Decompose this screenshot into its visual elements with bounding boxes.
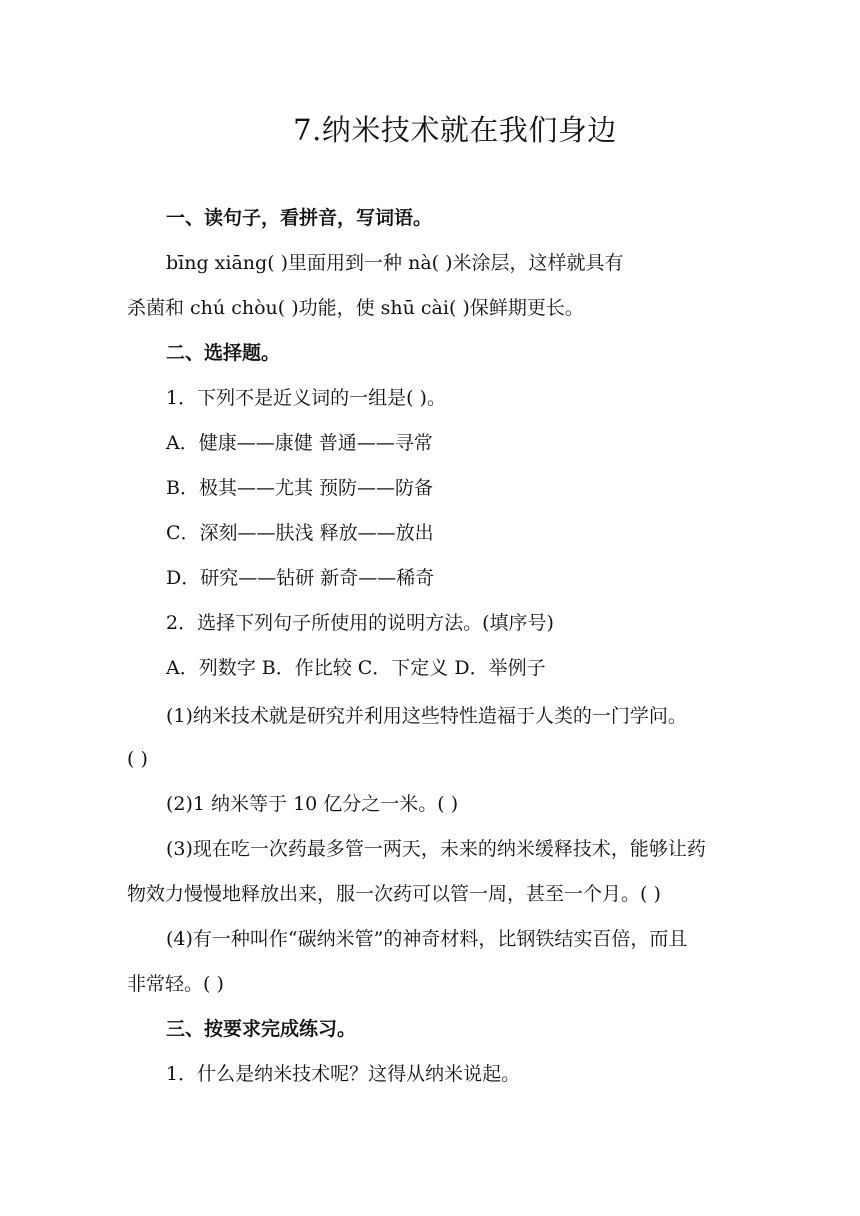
page-title: 7.纳米技术就在我们身边 [293,113,617,147]
question-2-choices: A．列数字 B．作比较 C．下定义 D．举例子 [166,657,546,679]
section-1-sentence-line-2: 杀菌和 chú chòu( )功能，使 shū cài( )保鲜期更长。 [127,297,584,319]
option-a: A．健康——康健 普通——寻常 [166,432,433,454]
option-d: D．研究——钻研 新奇——稀奇 [166,567,435,589]
section-3-question-1: 1．什么是纳米技术呢？这得从纳米说起。 [166,1063,521,1085]
item-1-line-2: ( ) [127,748,148,770]
item-4-line-2: 非常轻。( ) [127,973,224,995]
item-4-line-1: (4)有一种叫作“碳纳米管”的神奇材料，比钢铁结实百倍，而且 [166,928,688,950]
section-1-sentence-line-1: bīng xiāng( )里面用到一种 nà( )米涂层，这样就具有 [166,252,624,274]
item-2: (2)1 纳米等于 10 亿分之一米。( ) [166,793,459,815]
item-1-line-1: (1)纳米技术就是研究并利用这些特性造福于人类的一门学问。 [166,705,687,727]
item-3-line-2: 物效力慢慢地释放出来，服一次药可以管一周，甚至一个月。( ) [127,883,661,905]
section-3-heading: 三、按要求完成练习。 [166,1018,357,1040]
question-2-stem: 2．选择下列句子所使用的说明方法。(填序号) [166,612,554,634]
section-1-heading: 一、读句子，看拼音，写词语。 [166,207,433,229]
item-3-line-1: (3)现在吃一次药最多管一两天，未来的纳米缓释技术，能够让药 [166,838,706,860]
section-2-heading: 二、选择题。 [166,342,281,364]
option-b: B．极其——尤其 预防——防备 [166,477,434,499]
question-1-stem: 1．下列不是近义词的一组是( )。 [166,387,446,409]
option-c: C．深刻——肤浅 释放——放出 [166,522,434,544]
